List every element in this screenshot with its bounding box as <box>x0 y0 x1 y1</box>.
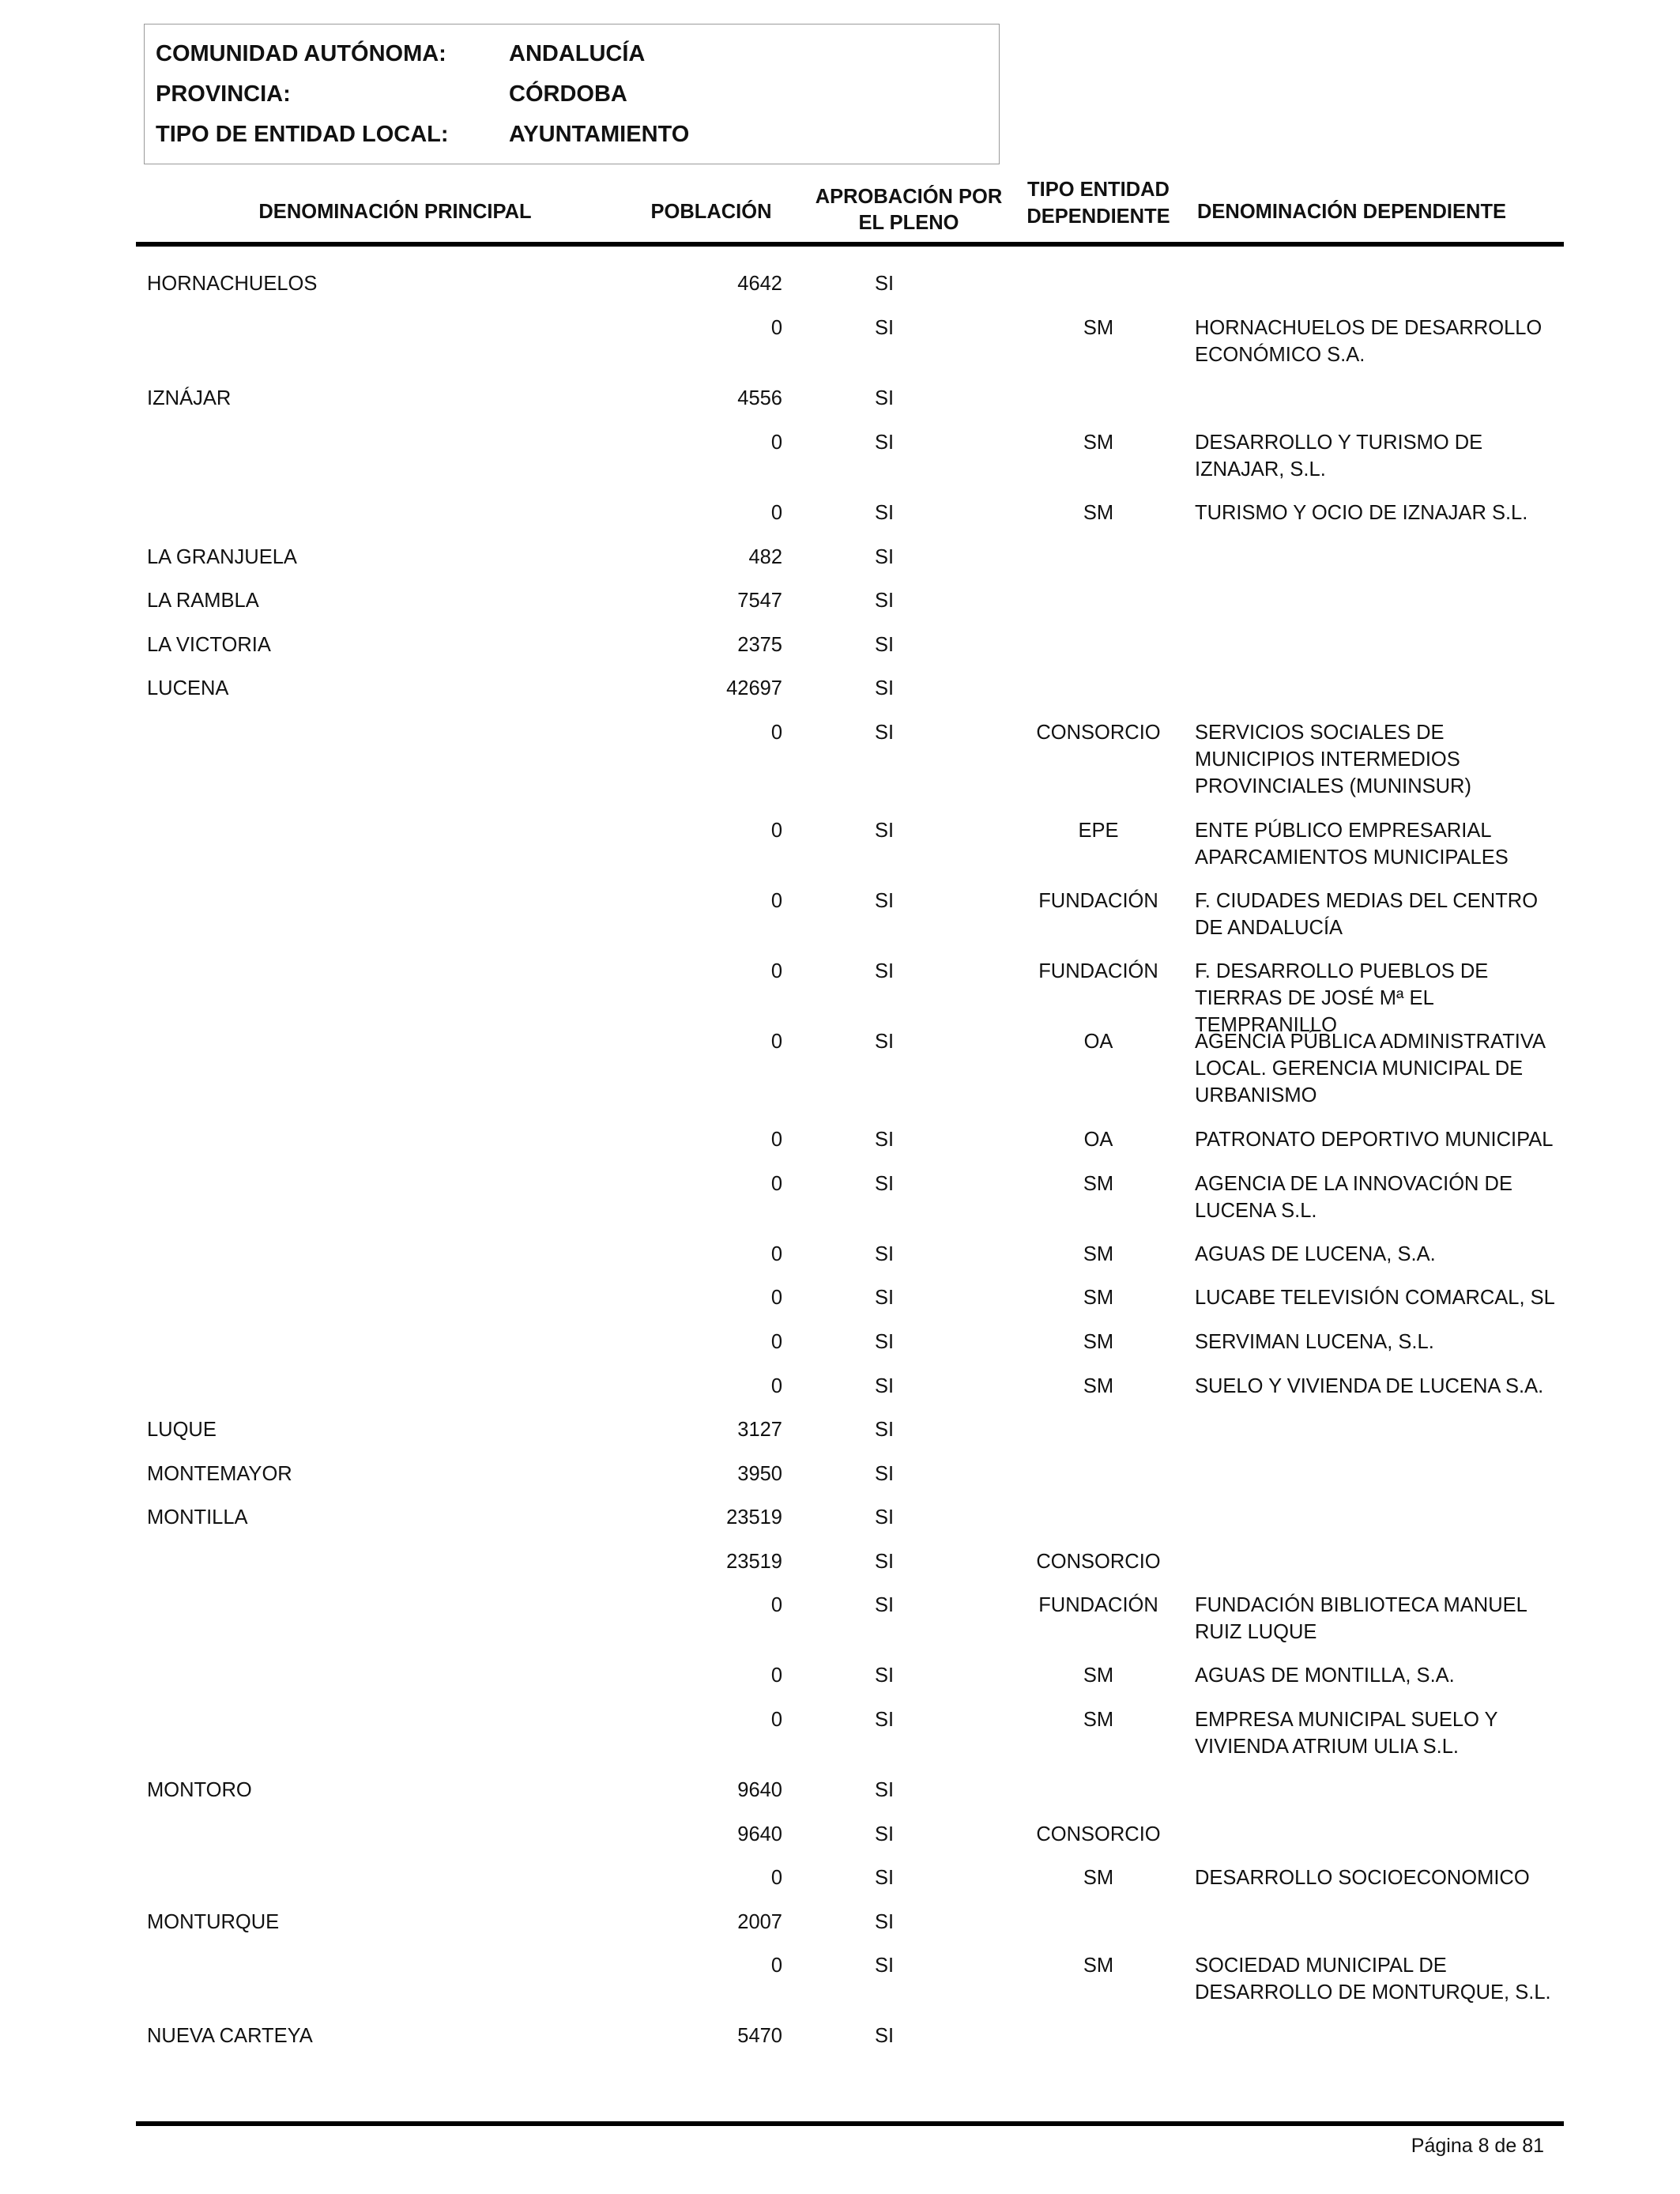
row-aprobacion: SI <box>874 722 895 744</box>
row-tipo: FUNDACIÓN <box>1038 1594 1158 1616</box>
row-poblacion: 0 <box>770 1287 782 1309</box>
row-name: LUQUE <box>147 1419 217 1441</box>
row-aprobacion: SI <box>874 502 895 524</box>
row-name: LA RAMBLA <box>147 590 259 612</box>
row-aprobacion: SI <box>874 1867 895 1889</box>
row-dependiente: SUELO Y VIVIENDA DE LUCENA S.A. <box>1195 1375 1544 1397</box>
row-name: MONTORO <box>147 1779 252 1801</box>
col-denominacion-dependiente: DENOMINACIÓN DEPENDIENTE <box>1197 201 1507 223</box>
header-rule <box>136 242 1564 247</box>
row-dependiente: AGUAS DE LUCENA, S.A. <box>1195 1243 1436 1265</box>
row-dependiente: SERVIMAN LUCENA, S.L. <box>1195 1331 1434 1353</box>
row-aprobacion: SI <box>874 1129 895 1151</box>
row-aprobacion: SI <box>874 1709 895 1731</box>
row-tipo: CONSORCIO <box>1036 1823 1161 1845</box>
row-poblacion: 0 <box>770 820 782 842</box>
row-aprobacion: SI <box>874 432 895 454</box>
row-aprobacion: SI <box>874 820 895 842</box>
row-poblacion: 9640 <box>737 1823 782 1845</box>
row-poblacion: 0 <box>770 722 782 744</box>
row-poblacion: 5470 <box>737 2025 782 2047</box>
row-poblacion: 42697 <box>726 677 782 699</box>
comunidad-value: ANDALUCÍA <box>509 41 646 66</box>
row-poblacion: 2375 <box>737 634 782 656</box>
row-aprobacion: SI <box>874 1594 895 1616</box>
row-poblacion: 0 <box>770 1173 782 1195</box>
row-tipo: SM <box>1083 1331 1114 1353</box>
row-aprobacion: SI <box>874 1031 895 1053</box>
row-poblacion: 0 <box>770 1867 782 1889</box>
row-aprobacion: SI <box>874 1955 895 1977</box>
row-dependiente: AGENCIA PÚBLICA ADMINISTRATIVA LOCAL. GERENCIA MUNICIPAL DE URBANISMO <box>1195 1031 1545 1106</box>
row-aprobacion: SI <box>874 387 895 409</box>
row-tipo: CONSORCIO <box>1036 722 1161 744</box>
col-tipo-line1: TIPO ENTIDAD <box>1027 179 1170 201</box>
row-poblacion: 0 <box>770 432 782 454</box>
row-poblacion: 4642 <box>737 273 782 295</box>
row-aprobacion: SI <box>874 1375 895 1397</box>
row-poblacion: 0 <box>770 1375 782 1397</box>
row-name: NUEVA CARTEYA <box>147 2025 313 2047</box>
row-dependiente: SERVICIOS SOCIALES DE MUNICIPIOS INTERMEDIOS PROVINCIALES (MUNINSUR) <box>1195 722 1471 797</box>
row-aprobacion: SI <box>874 960 895 982</box>
row-poblacion: 23519 <box>726 1551 782 1573</box>
row-poblacion: 2007 <box>737 1911 782 1933</box>
page-number: Página 8 de 81 <box>1411 2135 1544 2157</box>
row-tipo: SM <box>1083 502 1114 524</box>
row-name: IZNÁJAR <box>147 387 232 409</box>
row-dependiente: TURISMO Y OCIO DE IZNAJAR S.L. <box>1195 502 1528 524</box>
row-aprobacion: SI <box>874 546 895 568</box>
row-tipo: SM <box>1083 432 1114 454</box>
provincia-value: CÓRDOBA <box>509 81 627 107</box>
row-name: MONTURQUE <box>147 1911 280 1933</box>
row-aprobacion: SI <box>874 1779 895 1801</box>
row-poblacion: 7547 <box>737 590 782 612</box>
row-aprobacion: SI <box>874 1463 895 1485</box>
row-dependiente: SOCIEDAD MUNICIPAL DE DESARROLLO DE MONTURQUE, S.L. <box>1195 1955 1551 2004</box>
row-poblacion: 9640 <box>737 1779 782 1801</box>
row-dependiente: DESARROLLO SOCIOECONOMICO <box>1195 1867 1530 1889</box>
row-dependiente: F. DESARROLLO PUEBLOS DE TIERRAS DE JOSÉ Mª EL TEMPRANILLO <box>1195 960 1489 1036</box>
row-aprobacion: SI <box>874 1287 895 1309</box>
row-aprobacion: SI <box>874 317 895 339</box>
row-aprobacion: SI <box>874 677 895 699</box>
row-poblacion: 0 <box>770 1031 782 1053</box>
row-poblacion: 0 <box>770 1709 782 1731</box>
row-dependiente: F. CIUDADES MEDIAS DEL CENTRO DE ANDALUCÍA <box>1195 890 1539 939</box>
row-aprobacion: SI <box>874 1664 895 1687</box>
row-name: LUCENA <box>147 677 229 699</box>
col-denominacion-principal: DENOMINACIÓN PRINCIPAL <box>258 201 532 223</box>
row-name: MONTILLA <box>147 1506 248 1529</box>
row-dependiente: PATRONATO DEPORTIVO MUNICIPAL <box>1195 1129 1554 1151</box>
row-poblacion: 0 <box>770 1331 782 1353</box>
row-aprobacion: SI <box>874 1331 895 1353</box>
row-tipo: OA <box>1083 1031 1113 1053</box>
tipo-entidad-label: TIPO DE ENTIDAD LOCAL: <box>156 122 449 147</box>
row-poblacion: 0 <box>770 502 782 524</box>
row-name: LA GRANJUELA <box>147 546 297 568</box>
row-aprobacion: SI <box>874 590 895 612</box>
col-aprobacion-line1: APROBACIÓN POR <box>815 186 1003 208</box>
row-aprobacion: SI <box>874 1419 895 1441</box>
row-dependiente: ENTE PÚBLICO EMPRESARIAL APARCAMIENTOS MUNICIPALES <box>1195 820 1509 869</box>
row-tipo: FUNDACIÓN <box>1038 890 1158 912</box>
row-poblacion: 0 <box>770 317 782 339</box>
comunidad-label: COMUNIDAD AUTÓNOMA: <box>156 41 446 66</box>
row-aprobacion: SI <box>874 634 895 656</box>
row-tipo: EPE <box>1078 820 1119 842</box>
row-poblacion: 3127 <box>737 1419 782 1441</box>
row-poblacion: 0 <box>770 960 782 982</box>
row-tipo: CONSORCIO <box>1036 1551 1161 1573</box>
row-aprobacion: SI <box>874 2025 895 2047</box>
row-aprobacion: SI <box>874 1506 895 1529</box>
row-tipo: OA <box>1083 1129 1113 1151</box>
row-tipo: SM <box>1083 1243 1114 1265</box>
provincia-label: PROVINCIA: <box>156 81 291 107</box>
header-box <box>144 24 1000 164</box>
row-poblacion: 4556 <box>737 387 782 409</box>
row-poblacion: 0 <box>770 1129 782 1151</box>
row-poblacion: 23519 <box>726 1506 782 1529</box>
col-tipo-line2: DEPENDIENTE <box>1026 205 1170 228</box>
row-tipo: FUNDACIÓN <box>1038 960 1158 982</box>
row-aprobacion: SI <box>874 1911 895 1933</box>
row-poblacion: 0 <box>770 1664 782 1687</box>
row-aprobacion: SI <box>874 1173 895 1195</box>
row-dependiente: AGUAS DE MONTILLA, S.A. <box>1195 1664 1455 1687</box>
row-dependiente: LUCABE TELEVISIÓN COMARCAL, SL <box>1195 1287 1555 1309</box>
row-poblacion: 0 <box>770 1955 782 1977</box>
row-tipo: SM <box>1083 1867 1114 1889</box>
row-aprobacion: SI <box>874 890 895 912</box>
row-poblacion: 3950 <box>737 1463 782 1485</box>
row-dependiente: DESARROLLO Y TURISMO DE IZNAJAR, S.L. <box>1195 432 1483 481</box>
row-tipo: SM <box>1083 1709 1114 1731</box>
row-tipo: SM <box>1083 1287 1114 1309</box>
row-aprobacion: SI <box>874 1823 895 1845</box>
tipo-entidad-value: AYUNTAMIENTO <box>509 122 690 147</box>
row-name: HORNACHUELOS <box>147 273 318 295</box>
col-aprobacion-line2: EL PLENO <box>858 212 959 234</box>
row-tipo: SM <box>1083 317 1114 339</box>
col-poblacion: POBLACIÓN <box>650 201 772 223</box>
row-tipo: SM <box>1083 1173 1114 1195</box>
row-poblacion: 482 <box>748 546 782 568</box>
row-aprobacion: SI <box>874 273 895 295</box>
row-poblacion: 0 <box>770 890 782 912</box>
row-name: LA VICTORIA <box>147 634 271 656</box>
row-tipo: SM <box>1083 1955 1114 1977</box>
row-name: MONTEMAYOR <box>147 1463 292 1485</box>
row-dependiente: FUNDACIÓN BIBLIOTECA MANUEL RUIZ LUQUE <box>1195 1594 1527 1643</box>
row-poblacion: 0 <box>770 1243 782 1265</box>
row-tipo: SM <box>1083 1375 1114 1397</box>
footer-rule <box>136 2121 1564 2126</box>
row-dependiente: EMPRESA MUNICIPAL SUELO Y VIVIENDA ATRIUM ULIA S.L. <box>1195 1709 1498 1758</box>
row-dependiente: HORNACHUELOS DE DESARROLLO ECONÓMICO S.A. <box>1195 317 1543 366</box>
row-tipo: SM <box>1083 1664 1114 1687</box>
row-poblacion: 0 <box>770 1594 782 1616</box>
row-aprobacion: SI <box>874 1551 895 1573</box>
row-dependiente: AGENCIA DE LA INNOVACIÓN DE LUCENA S.L. <box>1195 1173 1512 1222</box>
row-aprobacion: SI <box>874 1243 895 1265</box>
